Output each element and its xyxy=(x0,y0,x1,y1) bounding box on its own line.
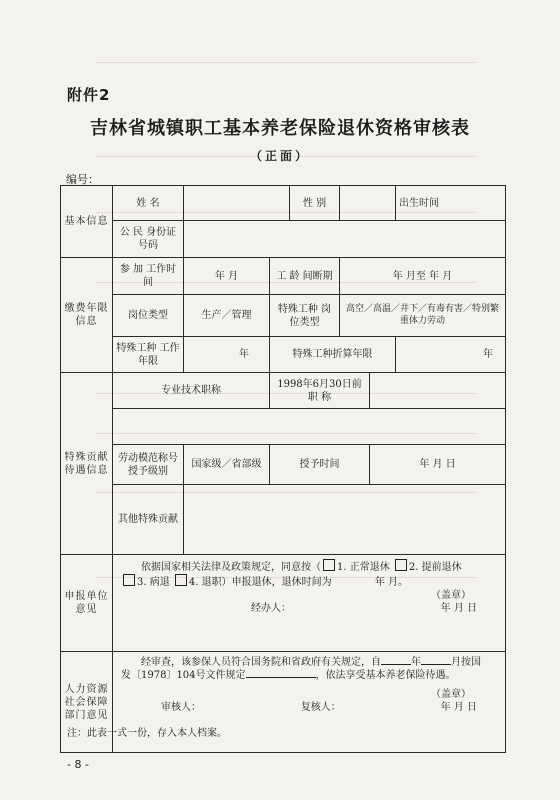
label-model-worker: 劳动模范称号 授予级别 xyxy=(113,445,184,485)
unit-seal: （盖章） xyxy=(431,590,471,601)
label-other-contribution: 其他特殊贡献 xyxy=(113,485,184,555)
field-converted-years[interactable]: 年 xyxy=(396,337,506,373)
option-normal-retire: 1. 正常退休 xyxy=(337,562,390,573)
hr-seal: （盖章） xyxy=(431,689,471,700)
section-hr-opinion: 人力资源社会保障部门意见 xyxy=(61,652,113,753)
unit-opinion-text-2: ）申报退休，退休时间为 xyxy=(221,577,332,588)
field-tech-title[interactable] xyxy=(113,409,506,445)
field-name[interactable] xyxy=(184,186,290,221)
label-birth-time: 出生时间 xyxy=(396,186,506,221)
field-pre-1998-title[interactable] xyxy=(370,373,506,409)
hr-date: 年 月 日 xyxy=(440,702,477,713)
label-converted-years: 特殊工种折算年限 xyxy=(270,337,396,373)
label-service-gap: 工 龄 间断期 xyxy=(270,258,340,295)
field-other-contribution[interactable] xyxy=(184,485,506,555)
unit-opinion-text: 依据国家相关法律及政策规定，同意按（ xyxy=(141,562,321,573)
field-start-month[interactable] xyxy=(421,664,451,665)
unit-handler-label: 经办人： xyxy=(251,603,291,614)
form-title: 吉林省城镇职工基本养老保险退休资格审核表 xyxy=(90,118,470,139)
field-model-worker-level[interactable]: 国家级／省部级 xyxy=(184,445,270,485)
option-sick-retire: 3. 病退 xyxy=(137,577,170,588)
hr-opinion-text-mid: 月按国 xyxy=(451,657,481,668)
hr-reviewer-label: 审核人： xyxy=(161,702,201,713)
label-tech-title: 专业技术职称 xyxy=(113,373,270,409)
checkbox-sick-retire[interactable] xyxy=(123,574,135,586)
doc-number-label: 编号： xyxy=(66,173,99,186)
hr-opinion-text-2: 发〔1978〕104号文件规定 xyxy=(121,670,246,681)
section-unit-opinion: 申报单位意见 xyxy=(61,555,113,652)
page-number: - 8 - xyxy=(67,758,89,771)
label-gender: 性 别 xyxy=(290,186,340,221)
option-resign: 4. 退职 xyxy=(188,577,222,588)
field-gender[interactable] xyxy=(340,186,396,221)
field-start-year[interactable] xyxy=(381,664,411,665)
attachment-label: 附件2 xyxy=(67,86,111,104)
section-special-contribution: 特殊贡献待遇信息 xyxy=(61,373,113,555)
label-special-work-years: 特殊工种 工作年限 xyxy=(113,337,184,373)
checkbox-normal-retire[interactable] xyxy=(323,559,335,571)
label-post-type: 岗位类型 xyxy=(113,295,184,337)
hr-rechecker-label: 复核人： xyxy=(300,702,341,713)
unit-date: 年 月 日 xyxy=(440,603,477,614)
field-id-number[interactable] xyxy=(184,221,506,258)
form-subtitle: （正面） xyxy=(249,149,310,163)
retirement-review-table xyxy=(60,185,506,753)
field-join-work-time[interactable]: 年 月 xyxy=(184,258,270,295)
label-id-number: 公 民 身份证号码 xyxy=(113,221,184,258)
hr-opinion-text: 经审查，该参保人员符合国务院和省政府有关规定，自 xyxy=(141,657,381,668)
hr-opinion-text-end: ，依法享受基本养老保险待遇。 xyxy=(315,670,456,681)
field-award-time[interactable]: 年 月 日 xyxy=(370,445,506,485)
label-pre-1998-title: 1998年6月30日前 职 称 xyxy=(270,373,370,409)
label-award-time: 授予时间 xyxy=(270,445,370,485)
bleed-through-line xyxy=(96,62,476,63)
field-special-post-type[interactable]: 高空／高温／井下／有毒有害／特别繁重体力劳动 xyxy=(340,295,506,337)
unit-opinion-body xyxy=(113,555,506,652)
option-early-retire: 2. 提前退休 xyxy=(408,562,462,573)
checkbox-early-retire[interactable] xyxy=(395,559,407,571)
label-join-work-time: 参 加 工作时间 xyxy=(113,258,184,295)
unit-opinion-tail: 年 月。 xyxy=(374,577,409,588)
footer-note: 注：此表一式一份，存入本人档案。 xyxy=(67,728,227,739)
hr-year-label: 年 xyxy=(411,657,421,668)
field-special-work-years[interactable]: 年 xyxy=(184,337,270,373)
section-basic-info: 基本信息 xyxy=(61,186,113,258)
checkbox-resign[interactable] xyxy=(175,574,187,586)
field-regulation[interactable] xyxy=(246,677,316,678)
field-post-type[interactable]: 生产／管理 xyxy=(184,295,270,337)
field-service-gap[interactable]: 年 月至 年 月 xyxy=(340,258,506,295)
label-name: 姓 名 xyxy=(113,186,184,221)
label-special-post-type: 特殊工种 岗位类型 xyxy=(270,295,340,337)
section-contribution-years: 缴费年限信息 xyxy=(61,258,113,373)
